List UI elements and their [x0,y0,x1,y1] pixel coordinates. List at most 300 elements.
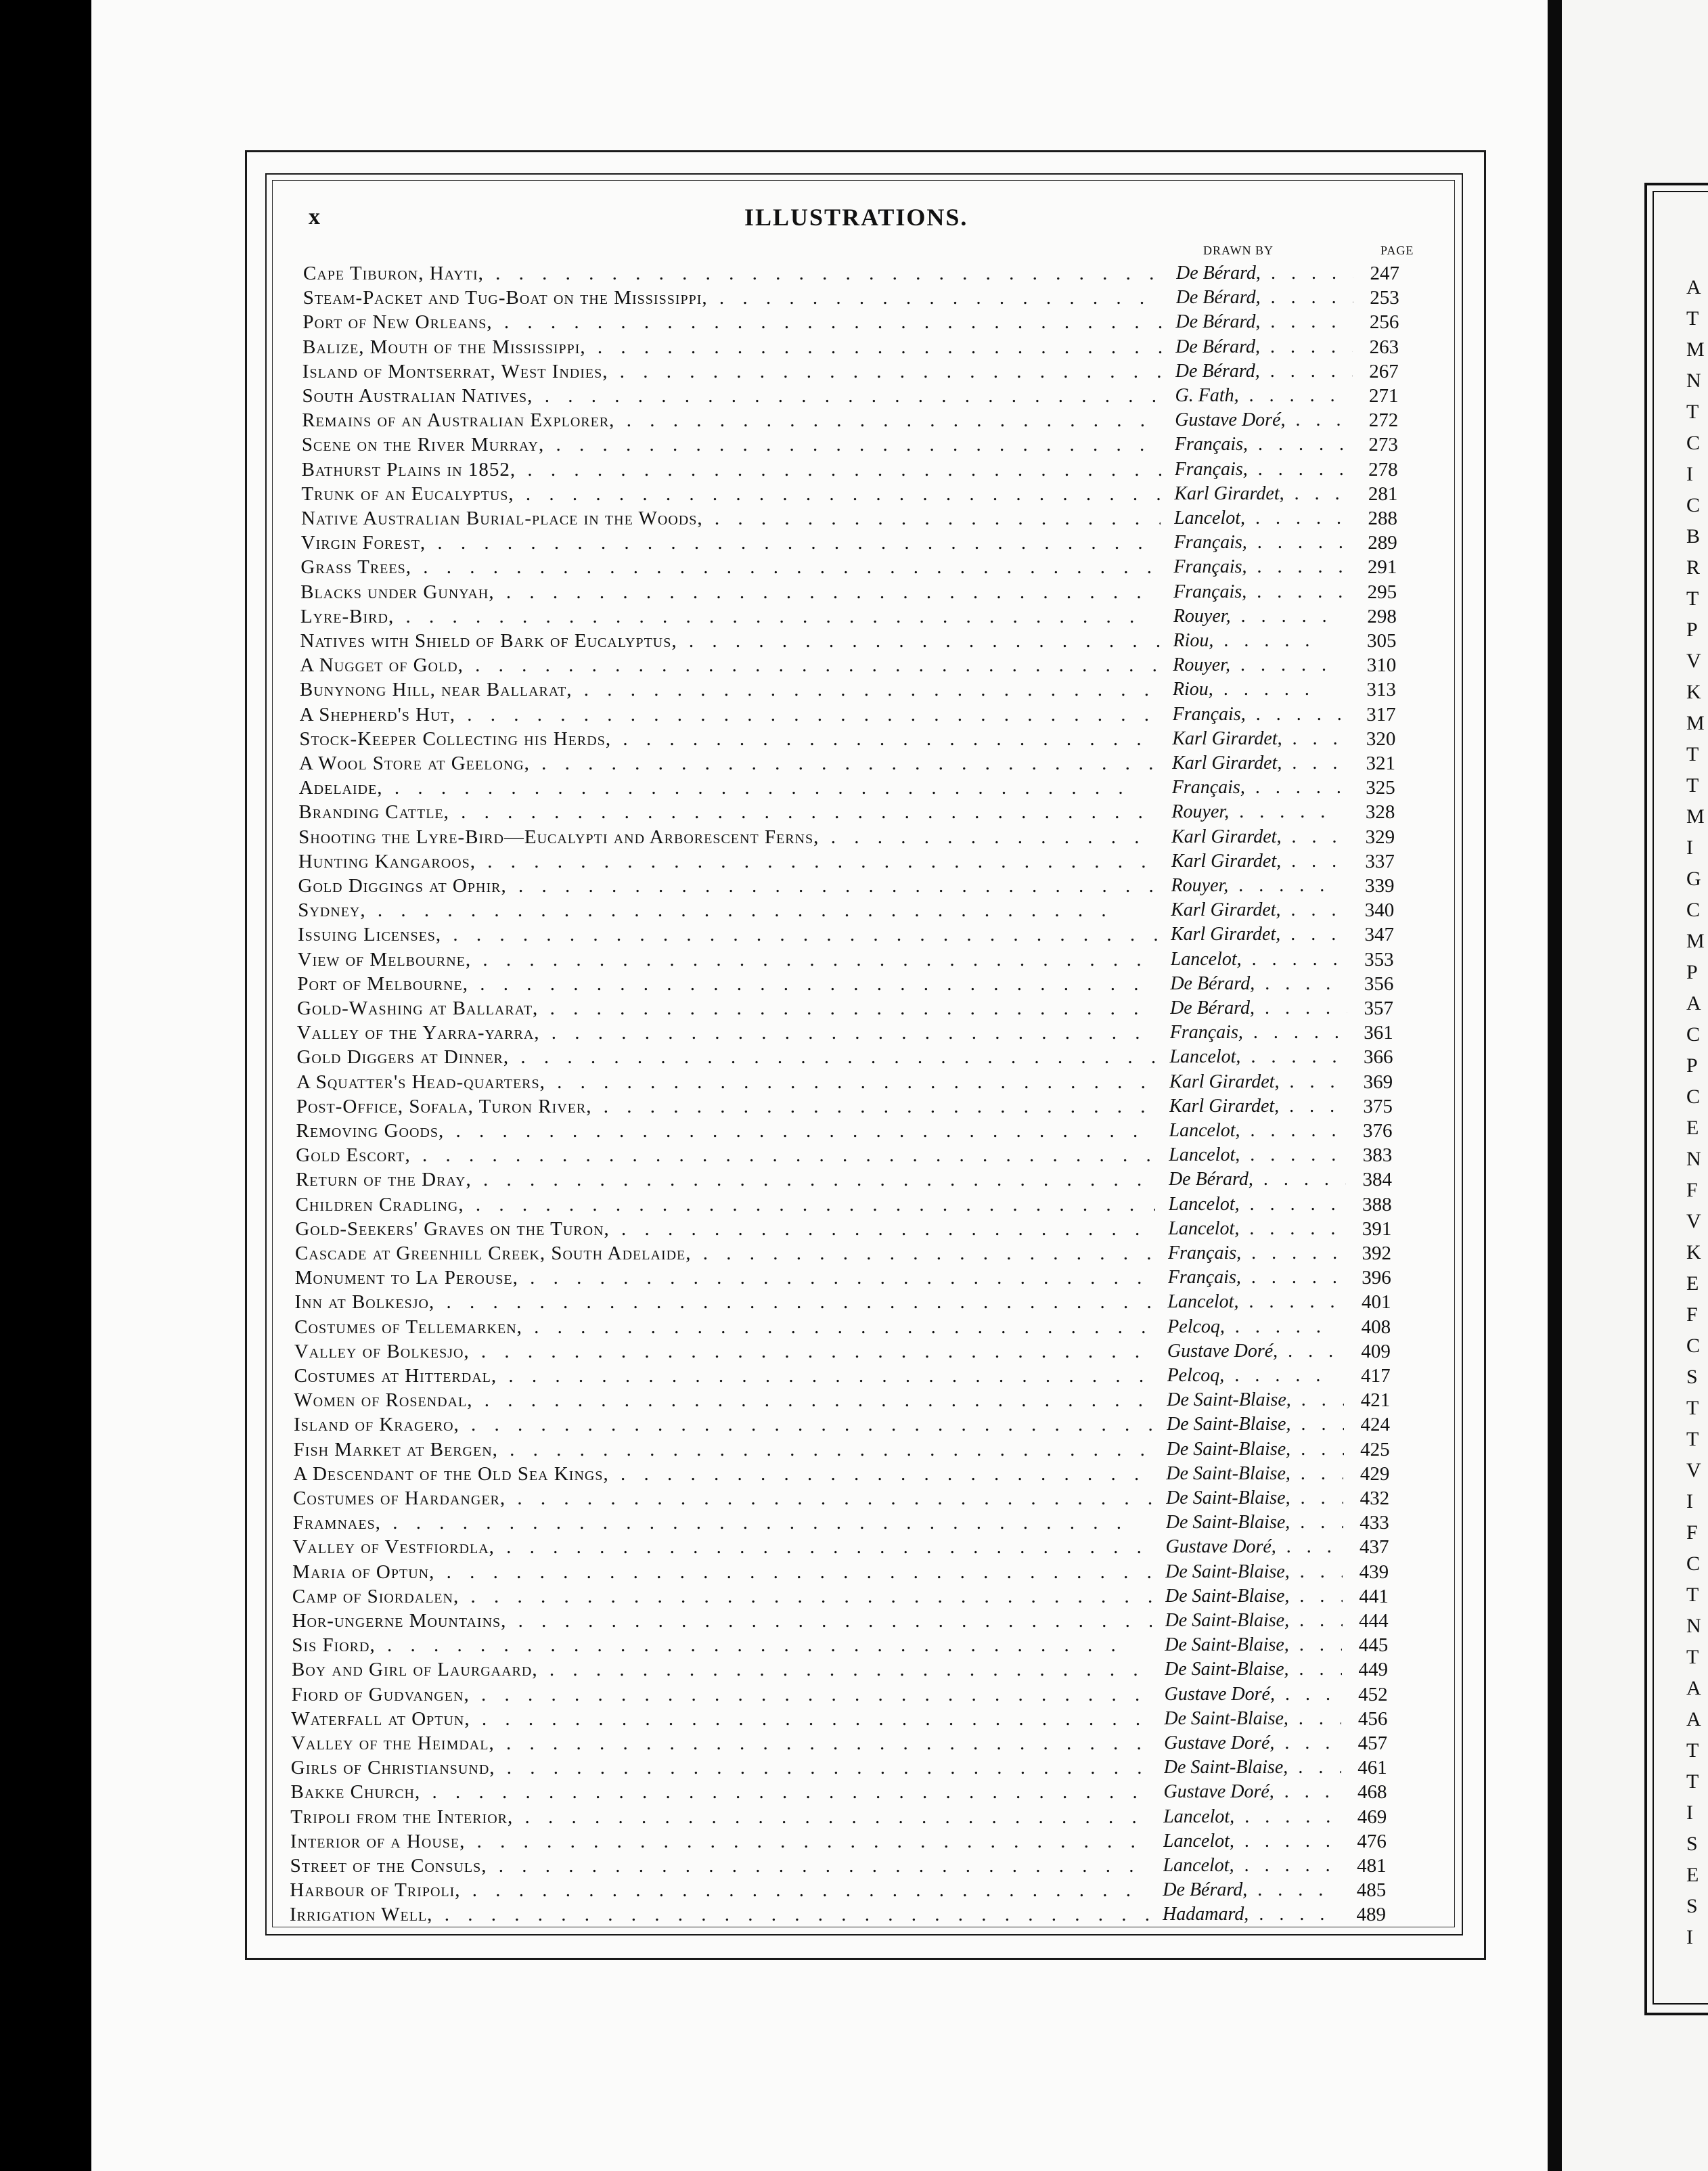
illustration-title: Waterfall at Optun, . . [291,1708,1150,1730]
illustration-title: Girls of Christiansund, . . [291,1757,1150,1779]
illustration-artist: Gustave Doré, . . [1175,409,1352,431]
illustration-title: Cascade at Greenhill Creek, South Adelaide, . . [295,1243,1154,1265]
illustration-artist: De Saint-Blaise, . . [1164,1757,1341,1778]
facing-page-initial: P [1686,961,1698,983]
illustration-title: Children Cradling, . . [296,1194,1155,1216]
list-item [297,973,1428,998]
illustration-artist: Lancelot, . . [1167,1291,1345,1313]
illustration-title: Blacks under Gunyah, . . [300,581,1160,604]
illustration-page-number: 449 [1358,1659,1388,1681]
illustration-page-number: 321 [1366,753,1396,774]
illustration-artist: G. Fath, . . [1175,385,1353,407]
illustration-title: Hunting Kangaroos, . . [298,851,1158,873]
illustration-title: Lyre-Bird, . . [300,606,1160,628]
facing-page-initial: K [1686,1241,1701,1263]
illustration-page-number: 305 [1367,630,1397,652]
list-item [295,1267,1428,1291]
illustration-artist: De Bérard, . . [1170,973,1347,995]
facing-page-initial: S [1686,1366,1698,1388]
illustration-title: Natives with Shield of Bark of Eucalyptus, . . [300,630,1160,652]
illustration-page-number: 421 [1360,1389,1391,1412]
illustration-page-number: 361 [1364,1022,1393,1044]
illustration-page-number: 461 [1357,1757,1387,1779]
illustration-title: Monument to La Perouse, . . [295,1267,1154,1289]
list-item [296,1169,1428,1193]
facing-page-initial: F [1686,1521,1698,1544]
illustration-page-number: 384 [1362,1169,1392,1191]
illustration-page-number: 340 [1364,899,1395,922]
illustration-page-number: 429 [1359,1462,1390,1485]
illustration-page-number: 253 [1370,287,1399,309]
facing-page-initial: T [1686,774,1699,797]
illustration-title: Tripoli from the Interior, . . [290,1806,1150,1829]
illustration-title: Remains of an Australian Explorer, . . [302,409,1161,432]
illustration-artist: Gustave Doré, . . [1167,1341,1345,1362]
list-item [298,851,1428,875]
illustration-artist: Riou, . . [1173,630,1351,652]
illustration-title: Inn at Bolkesjo, . . [294,1291,1154,1314]
list-item [292,1610,1428,1634]
illustration-page-number: 424 [1360,1414,1390,1436]
illustration-page-number: 366 [1363,1046,1393,1069]
list-item [296,1120,1428,1144]
illustration-artist: De Bérard, . . [1176,287,1353,309]
illustration-artist: Français, . . [1174,532,1351,554]
facing-page-initial: T [1686,1397,1699,1419]
list-item [296,1194,1428,1218]
illustration-title: Grass Trees, . . [300,556,1160,579]
illustration-title: Street of the Consuls, . . [290,1855,1150,1877]
page-title: ILLUSTRATIONS. [744,204,968,231]
illustration-page-number: 452 [1358,1683,1388,1705]
illustration-page-number: 432 [1359,1487,1390,1509]
facing-page-initial: T [1686,1739,1699,1762]
illustration-title: Costumes at Hitterdal, . . [294,1365,1154,1387]
illustration-title: Irrigation Well, . . [290,1904,1149,1926]
illustration-artist: Français, . . [1173,556,1351,578]
illustration-artist: Gustave Doré, . . [1165,1536,1343,1558]
list-item [290,1879,1428,1904]
illustration-title: Steam-Packet and Tug-Boat on the Mississippi, . . [303,287,1163,309]
illustration-title: Costumes of Tellemarken, . . [294,1316,1154,1339]
illustration-page-number: 468 [1357,1781,1387,1804]
illustration-title: Scene on the River Murray, . . [302,434,1161,456]
illustration-title: Island of Kragero, . . [294,1414,1153,1436]
illustration-page-number: 388 [1362,1193,1392,1215]
illustration-title: Branding Cattle, . . [298,801,1158,824]
illustration-title: Interior of a House, . . [290,1831,1150,1853]
list-item [290,1806,1428,1831]
illustration-page-number: 328 [1365,801,1395,824]
illustration-artist: De Saint-Blaise, . . [1165,1659,1342,1680]
illustration-page-number: 273 [1368,434,1398,456]
illustration-title: Shooting the Lyre-Bird—Eucalypti and Arborescent Ferns, . . [298,826,1158,849]
illustration-artist: Français, . . [1168,1267,1345,1289]
illustration-artist: De Bérard, . . [1175,336,1353,358]
illustration-artist: De Saint-Blaise, . . [1165,1610,1343,1632]
facing-page-initial: M [1686,712,1705,734]
illustration-artist: Rouyer, . . [1173,654,1350,676]
illustration-artist: Karl Girardet, . . [1171,826,1349,848]
facing-page-initial: T [1686,401,1699,423]
illustration-title: Framnaes, . . [293,1512,1152,1534]
illustration-artist: Hadamard, . . [1163,1904,1340,1925]
illustration-title: Fish Market at Bergen, . . [294,1439,1153,1461]
list-item [297,998,1428,1022]
list-item [303,287,1428,311]
illustration-artist: Pelcoq, . . [1167,1316,1345,1338]
facing-page-initial: E [1686,1864,1699,1886]
illustration-artist: De Bérard, . . [1169,1169,1346,1190]
illustration-page-number: 376 [1363,1120,1393,1142]
illustration-page-number: 476 [1357,1830,1387,1852]
facing-page-initial: K [1686,681,1701,703]
list-item [299,777,1428,801]
illustration-artist: De Saint-Blaise, . . [1165,1586,1343,1607]
list-item [298,949,1428,973]
illustration-title: Island of Montserrat, West Indies, . . [302,361,1162,383]
illustration-artist: Lancelot, . . [1169,1046,1347,1068]
list-item [293,1487,1428,1512]
illustration-artist: Français, . . [1173,704,1350,725]
illustration-page-number: 489 [1356,1904,1386,1926]
list-item [299,753,1428,777]
illustration-page-number: 310 [1366,654,1397,677]
illustration-title: Post-Office, Sofala, Turon River, . . [296,1096,1156,1118]
illustration-artist: De Saint-Blaise, . . [1166,1487,1343,1509]
illustration-title: Hor-ungerne Mountains, . . [292,1610,1152,1632]
illustration-artist: Karl Girardet, . . [1171,924,1348,945]
illustration-title: Bunynong Hill, near Ballarat, . . [300,679,1159,701]
illustration-page-number: 391 [1362,1217,1392,1240]
illustration-title: Women of Rosendal, . . [294,1389,1153,1412]
illustration-page-number: 417 [1361,1365,1391,1387]
list-item [290,1781,1428,1806]
list-item [293,1463,1428,1487]
illustration-title: Costumes of Hardanger, . . [293,1487,1152,1510]
list-item [302,459,1428,483]
illustration-page-number: 337 [1365,850,1395,872]
facing-page-initial: I [1686,836,1693,859]
illustration-page-number: 272 [1368,409,1399,432]
illustration-artist: Lancelot, . . [1169,1120,1347,1142]
list-item [294,1316,1428,1341]
facing-page-initial: G [1686,868,1701,890]
illustration-page-number: 271 [1369,385,1399,407]
illustration-page-number: 339 [1365,875,1395,897]
illustration-artist: De Bérard, . . [1163,1879,1340,1901]
illustration-page-number: 267 [1369,360,1399,382]
list-item [290,1831,1428,1855]
facing-page-initial: F [1686,1303,1698,1326]
facing-page-initial: E [1686,1117,1699,1139]
illustration-page-number: 325 [1366,777,1395,799]
illustration-page-number: 469 [1357,1806,1387,1828]
illustration-title: Valley of Bolkesjo, . . [294,1341,1154,1363]
list-item [292,1634,1428,1659]
list-item [298,875,1428,899]
list-item [302,385,1428,409]
illustration-artist: De Saint-Blaise, . . [1165,1634,1342,1656]
illustration-artist: Français, . . [1168,1243,1345,1264]
illustration-artist: De Saint-Blaise, . . [1167,1439,1344,1460]
list-item [294,1365,1428,1389]
list-item [290,1855,1428,1879]
illustration-page-number: 456 [1357,1707,1388,1730]
list-item [296,1071,1428,1096]
illustration-title: Bathurst Plains in 1852, . . [302,459,1161,481]
illustration-title: Return of the Dray, . . [296,1169,1155,1191]
list-item [303,263,1428,287]
facing-page-initial: P [1686,619,1698,641]
illustration-artist: Riou, . . [1173,679,1350,700]
list-item [300,654,1428,679]
illustration-title: Port of New Orleans, . . [302,311,1162,334]
illustration-artist: De Saint-Blaise, . . [1165,1561,1343,1583]
illustration-page-number: 437 [1359,1536,1389,1559]
illustration-title: Trunk of an Eucalyptus, . . [301,483,1161,506]
facing-page-initial: T [1686,1584,1699,1606]
facing-page-initial: C [1686,1086,1701,1108]
illustration-page-number: 392 [1362,1243,1392,1264]
illustration-title: Maria of Optun, . . [292,1561,1152,1584]
illustration-page-number: 291 [1367,556,1397,579]
list-item [294,1414,1428,1438]
illustration-title: Valley of Vestfiordla, . . [292,1536,1152,1559]
illustration-artist: De Saint-Blaise, . . [1164,1708,1341,1730]
illustration-page-number: 383 [1362,1144,1393,1167]
list-item [302,361,1428,385]
illustration-page-number: 375 [1363,1095,1393,1117]
facing-page-initial: I [1686,1490,1693,1513]
facing-page-initial: I [1686,1926,1693,1948]
list-item [296,1144,1428,1169]
list-item [300,556,1428,581]
illustration-artist: Gustave Doré, . . [1165,1684,1342,1705]
illustration-artist: De Bérard, . . [1170,998,1347,1019]
list-item [291,1732,1428,1757]
illustration-page-number: 408 [1361,1316,1391,1338]
list-item [295,1218,1428,1243]
illustration-artist: De Saint-Blaise, . . [1166,1512,1343,1534]
illustration-title: Virgin Forest, . . [301,532,1161,554]
illustration-artist: De Bérard, . . [1176,263,1353,284]
facing-page-initial: T [1686,307,1699,330]
list-item [298,801,1428,826]
facing-page-initial: V [1686,1459,1701,1481]
illustration-artist: Karl Girardet, . . [1169,1096,1347,1117]
illustration-page-number: 356 [1364,972,1394,995]
list-item [292,1561,1428,1586]
list-item [298,899,1428,924]
illustration-artist: Lancelot, . . [1171,949,1348,970]
illustration-page-number: 485 [1356,1879,1387,1902]
illustration-page-number: 288 [1368,508,1397,529]
facing-page-initial: A [1686,992,1701,1014]
illustration-page-number: 313 [1366,679,1396,701]
illustration-artist: Karl Girardet, . . [1171,851,1349,872]
illustration-artist: Français, . . [1170,1022,1347,1044]
facing-page-initial: T [1686,587,1699,610]
illustration-title: A Descendant of the Old Sea Kings, . . [293,1463,1152,1485]
illustration-artist: Lancelot, . . [1163,1806,1341,1828]
facing-page-initial: C [1686,1552,1701,1575]
illustration-title: Port of Melbourne, . . [297,973,1156,995]
list-item [292,1586,1428,1610]
facing-page-initial: R [1686,556,1701,579]
illustration-artist: De Bérard, . . [1175,361,1353,382]
list-item [294,1291,1428,1316]
list-item [298,826,1428,851]
illustration-page-number: 401 [1361,1291,1391,1314]
facing-page-initial: N [1686,1615,1701,1637]
illustration-page-number: 317 [1366,703,1396,725]
facing-page-initial: C [1686,494,1701,516]
list-item [300,606,1428,630]
illustration-page-number: 409 [1361,1340,1391,1362]
facing-page-initial: A [1686,276,1701,298]
facing-page-initial: M [1686,930,1705,952]
facing-page-initial: S [1686,1895,1698,1917]
illustration-page-number: 295 [1367,581,1397,603]
illustration-page-number: 256 [1369,311,1399,334]
illustration-artist: Lancelot, . . [1174,508,1351,529]
illustration-title: Gold Diggings at Ophir, . . [298,875,1158,897]
illustration-artist: Karl Girardet, . . [1172,753,1349,774]
facing-page-initial: C [1686,1023,1701,1046]
illustration-page-number: 320 [1366,728,1396,750]
facing-page-initial: F [1686,1179,1698,1201]
illustration-page-number: 247 [1370,263,1399,284]
page-number: x [309,204,320,229]
list-item [297,1022,1428,1046]
illustration-title: Gold-Seekers' Graves on the Turon, . . [295,1218,1154,1240]
list-item [296,1046,1428,1071]
illustration-page-number: 263 [1369,336,1399,358]
list-item [291,1708,1428,1732]
illustration-page-number: 457 [1357,1732,1388,1754]
facing-page-initial: C [1686,899,1701,921]
list-item [293,1512,1428,1536]
illustration-title: A Shepherd's Hut, . . [300,704,1159,726]
list-item [292,1536,1428,1561]
illustration-title: South Australian Natives, . . [302,385,1162,407]
illustration-page-number: 433 [1359,1512,1389,1534]
illustration-artist: Karl Girardet, . . [1174,483,1351,505]
illustration-artist: De Saint-Blaise, . . [1167,1389,1344,1411]
facing-page-initial: I [1686,463,1693,485]
list-item [294,1439,1428,1463]
list-item [301,483,1428,508]
illustration-artist: Rouyer, . . [1171,875,1349,897]
list-item [302,311,1428,336]
illustration-artist: Français, . . [1175,434,1352,455]
list-item [292,1684,1428,1708]
illustration-artist: Lancelot, . . [1169,1144,1346,1166]
illustration-artist: Français, . . [1172,777,1349,799]
illustration-title: A Nugget of Gold, . . [300,654,1159,677]
facing-page-initial: I [1686,1801,1693,1824]
illustration-artist: Lancelot, . . [1163,1855,1341,1877]
list-item [302,409,1428,434]
illustration-title: Valley of the Heimdal, . . [291,1732,1150,1755]
illustration-title: Harbour of Tripoli, . . [290,1879,1149,1902]
illustration-artist: Karl Girardet, . . [1169,1071,1347,1093]
illustration-title: Gold Diggers at Dinner, . . [296,1046,1156,1069]
facing-page-initial: T [1686,1646,1699,1668]
list-item [300,581,1428,606]
illustration-page-number: 353 [1364,948,1394,970]
list-item [296,1096,1428,1120]
illustration-page-number: 444 [1359,1610,1389,1632]
list-item [301,532,1428,556]
illustration-page-number: 289 [1368,532,1397,554]
list-item [295,1243,1428,1267]
illustration-page-number: 347 [1364,924,1394,946]
facing-page-initial: N [1686,370,1701,392]
illustration-artist: Français, . . [1173,581,1351,603]
facing-page-initial: M [1686,805,1705,828]
facing-page-initial: B [1686,525,1701,547]
illustration-title: A Wool Store at Geelong, . . [299,753,1159,775]
illustration-title: Boy and Girl of Laurgaard, . . [292,1659,1151,1681]
illustration-title: Issuing Licenses, . . [298,924,1157,946]
illustration-page-number: 481 [1357,1855,1387,1877]
facing-page-initial: C [1686,432,1701,454]
illustration-page-number: 425 [1360,1438,1390,1460]
illustration-artist: Rouyer, . . [1171,801,1349,823]
illustration-title: Fiord of Gudvangen, . . [292,1684,1151,1706]
list-item [290,1904,1428,1928]
illustration-page-number: 278 [1368,458,1398,480]
illustration-title: View of Melbourne, . . [298,949,1157,971]
facing-page-initial: T [1686,1428,1699,1450]
illustration-page-number: 298 [1367,605,1397,627]
illustration-artist: Karl Girardet, . . [1171,899,1348,921]
facing-page-initial: A [1686,1708,1701,1730]
list-item [298,924,1428,948]
illustration-artist: De Saint-Blaise, . . [1166,1463,1343,1485]
illustration-page-number: 441 [1359,1585,1389,1607]
facing-page-initial: C [1686,1335,1701,1357]
facing-page-initial: T [1686,1770,1699,1793]
list-item [300,679,1428,703]
illustration-title: Adelaide, . . [299,777,1159,799]
illustration-title: Native Australian Burial-place in the Woods, . . [301,508,1161,530]
illustration-title: Bakke Church, . . [290,1781,1150,1804]
illustration-title: Camp of Siordalen, . . [292,1586,1152,1608]
facing-page-initial: M [1686,338,1705,361]
illustration-title: Cape Tiburon, Hayti, . . [303,263,1163,285]
illustration-artist: Karl Girardet, . . [1172,728,1349,750]
page-column-header: PAGE [1380,244,1414,257]
illustration-title: Gold-Washing at Ballarat, . . [297,998,1156,1020]
illustration-title: Valley of the Yarra-yarra, . . [297,1022,1156,1044]
illustration-title: Gold Escort, . . [296,1144,1155,1167]
list-item [300,704,1428,728]
list-item [294,1389,1428,1414]
illustration-artist: Français, . . [1175,459,1352,480]
list-item [300,630,1428,654]
list-item [299,728,1428,753]
illustration-page-number: 281 [1368,483,1398,505]
facing-page-initial: E [1686,1272,1699,1295]
facing-page-initial: T [1686,743,1699,765]
facing-page-initial: N [1686,1148,1701,1170]
illustration-page-number: 329 [1365,826,1395,848]
illustration-artist: Gustave Doré, . . [1164,1732,1341,1754]
illustration-artist: Lancelot, . . [1169,1194,1346,1215]
